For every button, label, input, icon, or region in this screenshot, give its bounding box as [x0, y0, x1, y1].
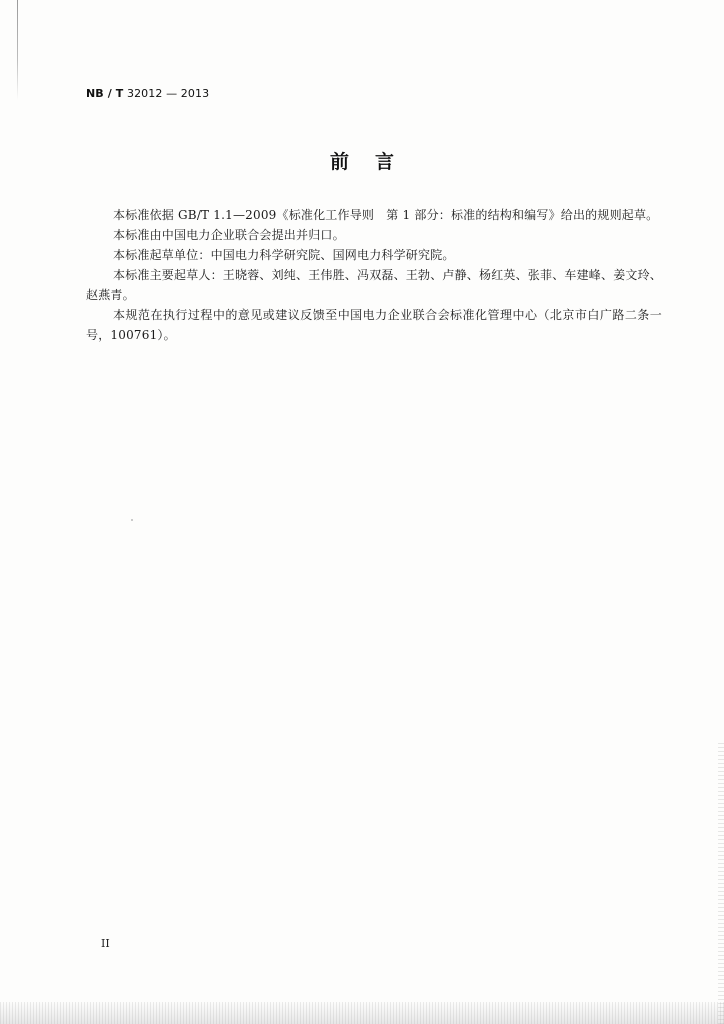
standard-number: 32012 — 2013 — [126, 87, 210, 100]
foreword-body — [86, 205, 662, 345]
paragraph-drafting-units: 本标准起草单位：中国电力科学研究院、国网电力科学研究院。 — [113, 248, 455, 262]
scan-speck — [131, 519, 133, 521]
paragraph-proposer: 本标准由中国电力企业联合会提出并归口。 — [113, 228, 345, 242]
page-number: II — [101, 937, 110, 950]
paragraph-feedback: 本规范在执行过程中的意见或建议反馈至中国电力企业联合会标准化管理中心（北京市白广路二条一号，100761）。 — [86, 308, 662, 342]
page-title: 前言 — [329, 151, 420, 173]
scan-binding-line — [17, 0, 18, 100]
standard-code — [86, 87, 209, 100]
scan-edge-artifact — [718, 740, 724, 1024]
paragraph-basis: 本标准依据 GB/T 1.1—2009《标准化工作导则 第 1 部分：标准的结构和编写》给出的规则起草。 — [113, 208, 659, 222]
scan-bottom-artifact — [0, 1002, 724, 1024]
paragraph-drafters: 本标准主要起草人：王晓蓉、刘纯、王伟胜、冯双磊、王勃、卢静、杨红英、张菲、车建峰、姜文玲、赵燕青。 — [86, 268, 663, 302]
standard-prefix: NB / T — [86, 87, 124, 100]
